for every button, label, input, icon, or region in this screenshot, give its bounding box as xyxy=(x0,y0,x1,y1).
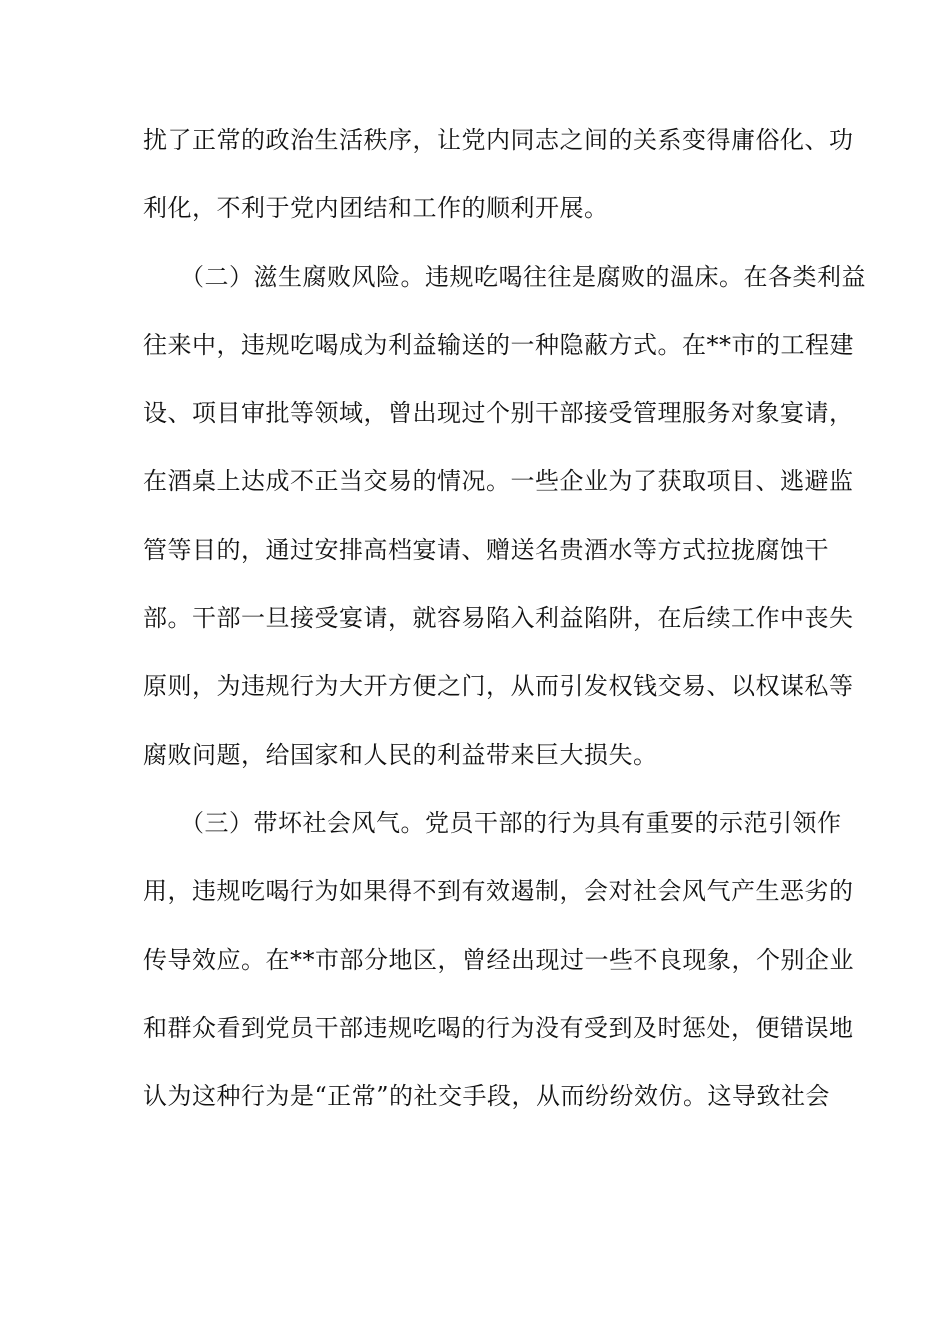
paragraph-3-heading-line: （三）带坏社会风气。党员干部的行为具有重要的示范引领作 xyxy=(143,808,842,837)
paragraph-3-line-5: 认为这种行为是“正常”的社交手段，从而纷纷效仿。这导致社会 xyxy=(143,1082,831,1111)
paragraph-2-line-4: 在酒桌上达成不正当交易的情况。一些企业为了获取项目、逃避监 xyxy=(143,467,854,496)
paragraph-2-line-8: 腐败问题，给国家和人民的利益带来巨大损失。 xyxy=(143,740,658,769)
paragraph-1-line-1: 扰了正常的政治生活秩序，让党内同志之间的关系变得庸俗化、功 xyxy=(143,126,854,154)
paragraph-2-line-7: 原则，为违规行为大开方便之门，从而引发权钱交易、以权谋私等 xyxy=(143,672,854,701)
paragraph-1-line-2: 利化，不利于党内团结和工作的顺利开展。 xyxy=(143,194,609,223)
document-body xyxy=(143,120,866,1144)
paragraph-2-line-3: 设、项目审批等领域，曾出现过个别干部接受管理服务对象宴请， xyxy=(143,399,854,428)
paragraph-2-line-6: 部。干部一旦接受宴请，就容易陷入利益陷阱，在后续工作中丧失 xyxy=(143,604,854,633)
paragraph-2-line-5: 管等目的，通过安排高档宴请、赠送名贵酒水等方式拉拢腐蚀干 xyxy=(143,535,829,564)
paragraph-3-line-4: 和群众看到党员干部违规吃喝的行为没有受到及时惩处，便错误地 xyxy=(143,1013,854,1042)
paragraph-2-line-2: 往来中，违规吃喝成为利益输送的一种隐蔽方式。在**市的工程建 xyxy=(143,330,854,359)
paragraph-2-heading-line: （二）滋生腐败风险。违规吃喝往往是腐败的温床。在各类利益 xyxy=(143,262,866,291)
paragraph-3-line-2: 用，违规吃喝行为如果得不到有效遏制，会对社会风气产生恶劣的 xyxy=(143,877,854,906)
paragraph-3-line-3: 传导效应。在**市部分地区，曾经出现过一些不良现象，个别企业 xyxy=(143,945,854,974)
